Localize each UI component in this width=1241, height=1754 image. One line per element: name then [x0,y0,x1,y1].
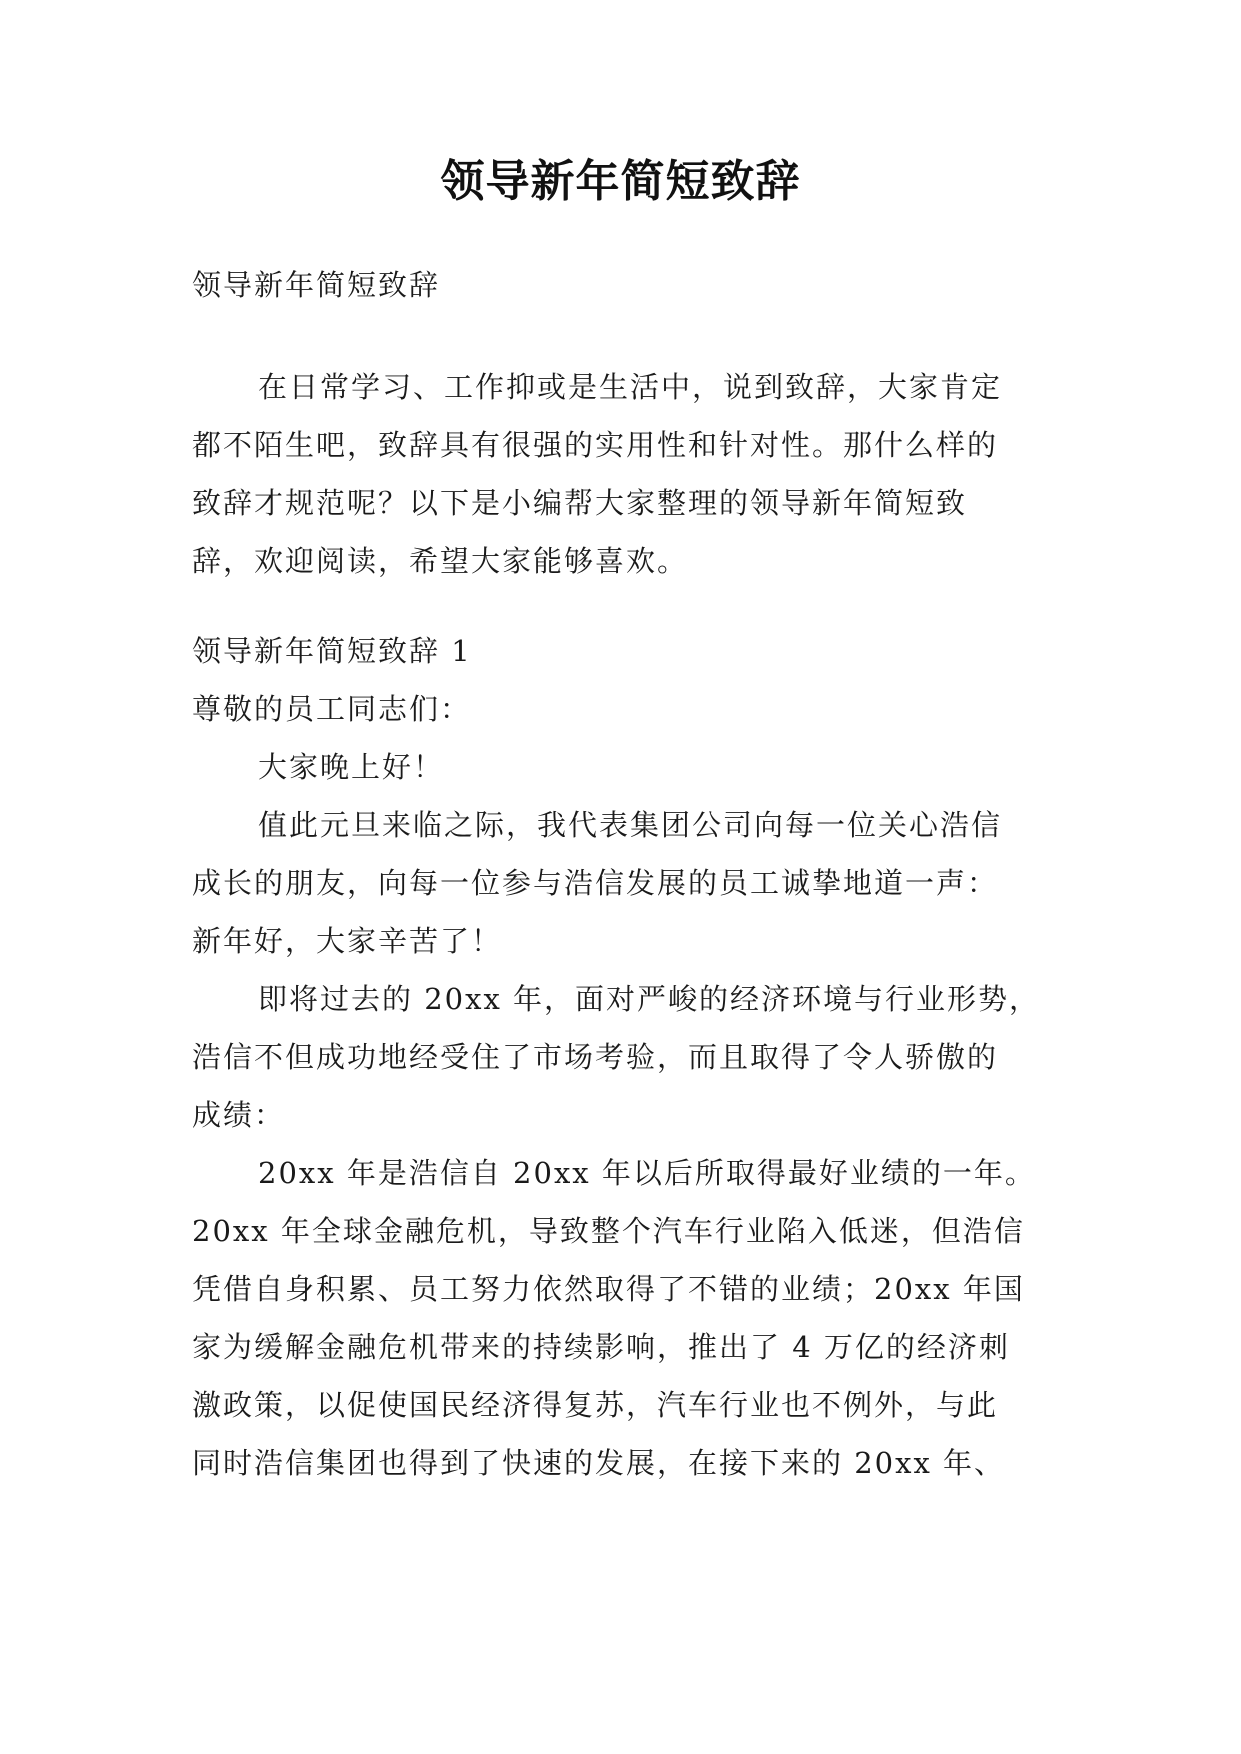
paragraph-line: 辞，欢迎阅读，希望大家能够喜欢。 [192,544,689,578]
greeting: 大家晚上好！ [258,750,445,784]
paragraph-line: 浩信不但成功地经受住了市场考验，而且取得了令人骄傲的 [192,1040,999,1074]
paragraph-line: 凭借自身积累、员工努力依然取得了不错的业绩；20xx 年国 [192,1272,1025,1306]
paragraph-line: 即将过去的 20xx 年，面对严峻的经济环境与行业形势， [258,982,1041,1016]
paragraph-line: 成绩： [192,1098,286,1132]
speech-body [192,622,1052,1492]
document-subtitle [192,256,1052,314]
paragraph-line: 成长的朋友，向每一位参与浩信发展的员工诚挚地道一声： [192,866,999,900]
paragraph-line: 在日常学习、工作抑或是生活中，说到致辞，大家肯定 [258,370,1003,404]
paragraph-line: 20xx 年全球金融危机，导致整个汽车行业陷入低迷，但浩信 [192,1214,1025,1248]
paragraph-line: 激政策，以促使国民经济得复苏，汽车行业也不例外，与此 [192,1388,999,1422]
subtitle-line: 领导新年简短致辞 [192,268,441,302]
paragraph-line: 同时浩信集团也得到了快速的发展，在接下来的 20xx 年、 [192,1446,1006,1480]
paragraph-line: 都不陌生吧，致辞具有很强的实用性和针对性。那什么样的 [192,428,999,462]
paragraph-line: 20xx 年是浩信自 20xx 年以后所取得最好业绩的一年。 [258,1156,1036,1190]
paragraph-line: 新年好，大家辛苦了！ [192,924,503,958]
paragraph-line: 致辞才规范呢？以下是小编帮大家整理的领导新年简短致 [192,486,968,520]
paragraph-line: 家为缓解金融危机带来的持续影响，推出了 4 万亿的经济刺 [192,1330,1010,1364]
paragraph-line: 值此元旦来临之际，我代表集团公司向每一位关心浩信 [258,808,1003,842]
intro-paragraph [192,358,1052,590]
salutation: 尊敬的员工同志们： [192,692,472,726]
section-heading: 领导新年简短致辞 1 [192,634,472,668]
page-title: 领导新年简短致辞 [440,156,801,207]
